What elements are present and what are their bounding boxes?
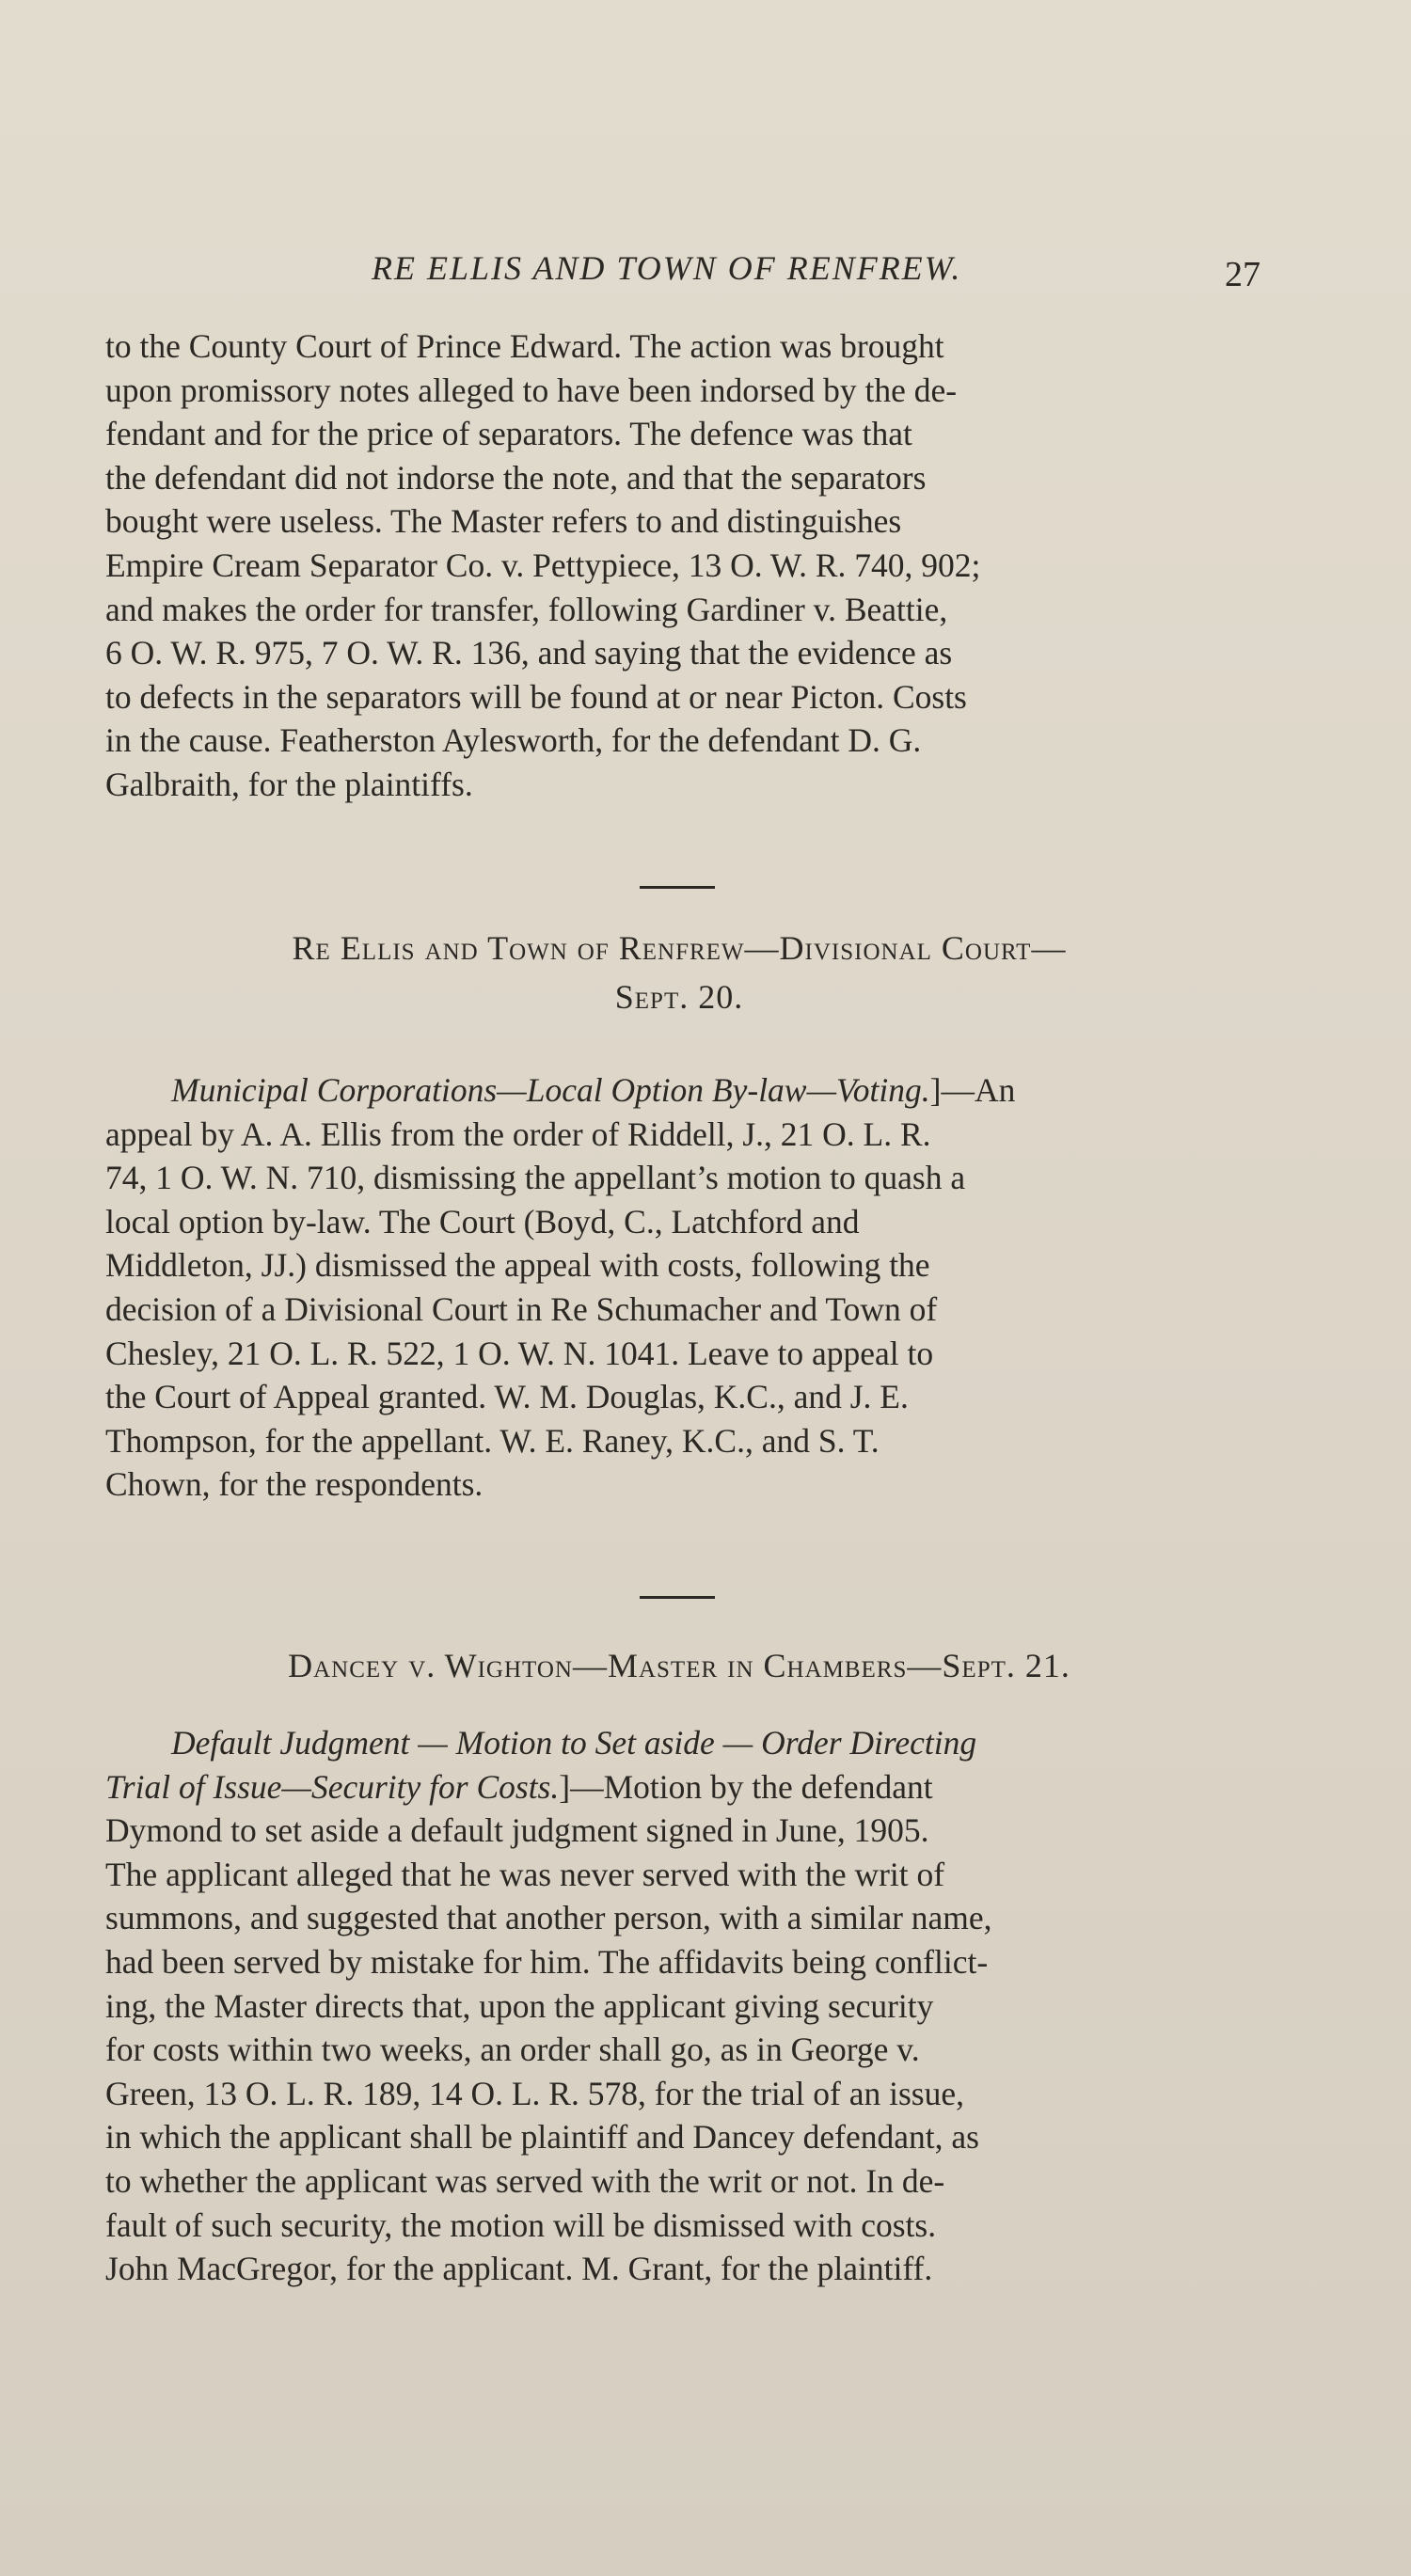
text-line: Dymond to set aside a default judgment signed in June, 1905. (105, 1811, 929, 1850)
page-header (113, 233, 1260, 299)
text-line: and makes the order for transfer, following Gardiner v. Beattie, (105, 590, 948, 628)
text-line: Galbraith, for the plaintiffs. (105, 765, 473, 803)
text-line: Middleton, JJ.) dismissed the appeal with costs, following the (105, 1246, 930, 1285)
headnote-rest: ]—Motion by the defendant (559, 1767, 933, 1806)
running-head: RE ELLIS AND TOWN OF RENFREW. (372, 249, 962, 287)
text-line: bought were useless. The Master refers to and distinguishes (105, 502, 902, 541)
headnote-italic: Municipal Corporations—Local Option By-law—Voting. (171, 1071, 930, 1109)
text-line: The applicant alleged that he was never served with the writ of (105, 1855, 945, 1893)
text-line (105, 1765, 1253, 1810)
text-line: Empire Cream Separator Co. v. Pettypiece, 13 O. W. R. 740, 902; (105, 545, 981, 584)
text-line: decision of a Divisional Court in Re Schumacher and Town of (105, 1289, 938, 1328)
case-heading (105, 1641, 1253, 1690)
text-line: 6 O. W. R. 975, 7 O. W. R. 136, and saying that the evidence as (105, 634, 953, 672)
text-line: to whether the applicant was served with the writ or not. In de- (105, 2161, 945, 2200)
text-line: Chesley, 21 O. L. R. 522, 1 O. W. N. 1041. Leave to appeal to (105, 1334, 934, 1372)
case-heading (105, 924, 1253, 1021)
headnote-rest: ]—An (929, 1071, 1016, 1109)
continuation-paragraph (105, 324, 1253, 807)
section-divider (640, 886, 715, 889)
text-line (105, 1068, 1253, 1113)
case-paragraph (105, 1721, 1253, 2291)
paragraph-text (105, 1721, 1253, 2291)
text-line: had been served by mistake for him. The affidavits being conflict- (105, 1942, 989, 1981)
text-line: in which the applicant shall be plaintiff and Dancey defendant, as (105, 2118, 979, 2157)
text-line: the defendant did not indorse the note, and that the separators (105, 458, 927, 497)
section-divider (640, 1596, 715, 1599)
paragraph-text (105, 1068, 1253, 1507)
page-number: 27 (1225, 255, 1260, 294)
paragraph-text (105, 324, 1253, 807)
text-line: Chown, for the respondents. (105, 1465, 484, 1504)
text-line: for costs within two weeks, an order shall go, as in George v. (105, 2031, 920, 2069)
text-line: John MacGregor, for the applicant. M. Grant, for the plaintiff. (105, 2250, 933, 2288)
case-heading-title: Dancey v. Wighton—Master in Chambers—Sept. 21. (288, 1647, 1070, 1684)
headnote-italic: Trial of Issue—Security for Costs. (105, 1767, 560, 1806)
text-line: summons, and suggested that another person, with a similar name, (105, 1899, 992, 1937)
text-line: fault of such security, the motion will be dismissed with costs. (105, 2205, 937, 2244)
text-line: local option by-law. The Court (Boyd, C., Latchford and (105, 1202, 860, 1241)
text-line: Green, 13 O. L. R. 189, 14 O. L. R. 578, for the trial of an issue, (105, 2074, 964, 2112)
text-line: ing, the Master directs that, upon the applicant giving security (105, 1986, 934, 2025)
text-line: 74, 1 O. W. N. 710, dismissing the appellant’s motion to quash a (105, 1159, 966, 1197)
case-heading-title: Re Ellis and Town of Renfrew—Divisional Court— (292, 929, 1067, 967)
case-paragraph (105, 1068, 1253, 1507)
text-line: to the County Court of Prince Edward. The action was brought (105, 327, 944, 365)
text-line: in the cause. Featherston Aylesworth, for the defendant D. G. (105, 721, 922, 760)
case-heading-date: Sept. 20. (614, 978, 744, 1016)
text-line: the Court of Appeal granted. W. M. Douglas, K.C., and J. E. (105, 1378, 909, 1416)
text-line: upon promissory notes alleged to have been indorsed by the de- (105, 371, 958, 409)
text-line: Default Judgment — Motion to Set aside — Order Directing (171, 1724, 977, 1762)
text-line: appeal by A. A. Ellis from the order of Riddell, J., 21 O. L. R. (105, 1114, 931, 1153)
text-line: fendant and for the price of separators. The defence was that (105, 415, 912, 453)
text-line: to defects in the separators will be found at or near Picton. Costs (105, 677, 967, 716)
text-line: Thompson, for the appellant. W. E. Raney, K.C., and S. T. (105, 1421, 880, 1460)
